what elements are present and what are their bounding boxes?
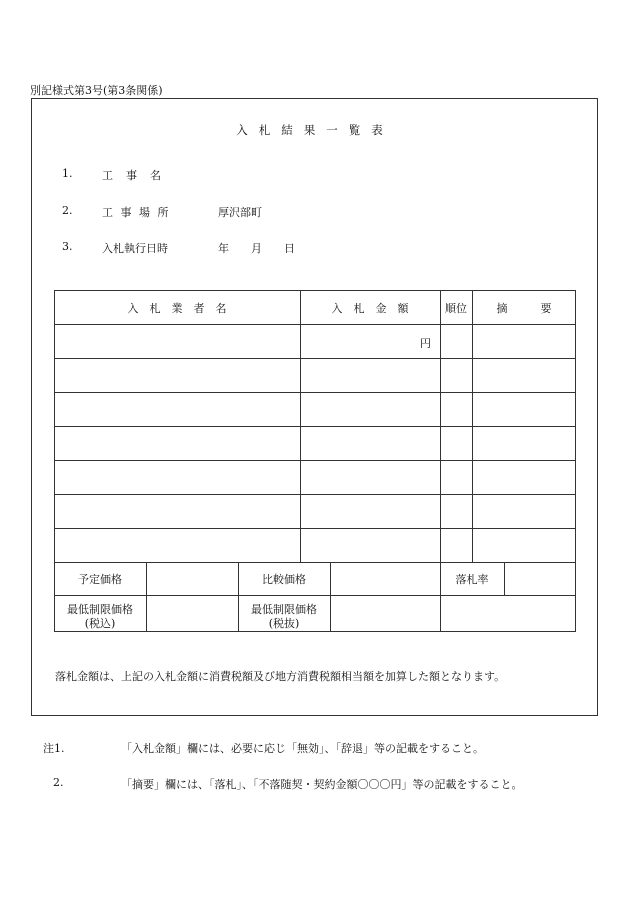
- tax-excluded-label: (税抜): [268, 617, 300, 630]
- note-1-number: 注1.: [43, 742, 65, 755]
- note-2-text: 「摘要」欄には、「落札」、「不落随契・契約金額〇〇〇円」等の記載をすること。: [121, 778, 523, 791]
- item-2-label: 工 事 場 所: [102, 206, 171, 219]
- tax-included-label: (税込): [84, 617, 116, 630]
- winning-rate-label: 落札率: [455, 573, 489, 586]
- header-bidder-name: 入 札 業 者 名: [127, 302, 227, 315]
- item-3-number: 3.: [62, 240, 73, 253]
- min-limit-price-tax-incl-label: 最低制限価格: [67, 603, 133, 616]
- yen-unit: 円: [420, 337, 431, 350]
- tax-note: 落札金額は、上記の入札金額に消費税額及び地方消費税額相当額を加算した額となります。: [55, 670, 506, 683]
- form-label: 別記様式第3号(第3条関係): [30, 84, 163, 97]
- item-2-value: 厚沢部町: [218, 206, 262, 219]
- min-limit-price-tax-excl-label: 最低制限価格: [251, 603, 317, 616]
- planned-price-label: 予定価格: [78, 573, 122, 586]
- header-bid-amount: 入 札 金 額: [331, 302, 409, 315]
- header-remarks: 摘 要: [496, 302, 552, 315]
- comparison-price-label: 比較価格: [262, 573, 306, 586]
- item-3-value: 年 月 日: [218, 242, 295, 255]
- bid-results-table: [54, 290, 576, 632]
- header-rank: 順位: [445, 302, 467, 315]
- note-1-text: 「入札金額」欄には、必要に応じ「無効」、「辞退」等の記載をすること。: [121, 742, 484, 755]
- item-3-label: 入札執行日時: [102, 242, 168, 255]
- note-2-number: 2.: [53, 776, 64, 789]
- item-1-label: 工 事 名: [102, 169, 162, 182]
- item-1-number: 1.: [62, 167, 73, 180]
- item-2-number: 2.: [62, 204, 73, 217]
- document-title: 入札結果一覧表: [236, 123, 394, 137]
